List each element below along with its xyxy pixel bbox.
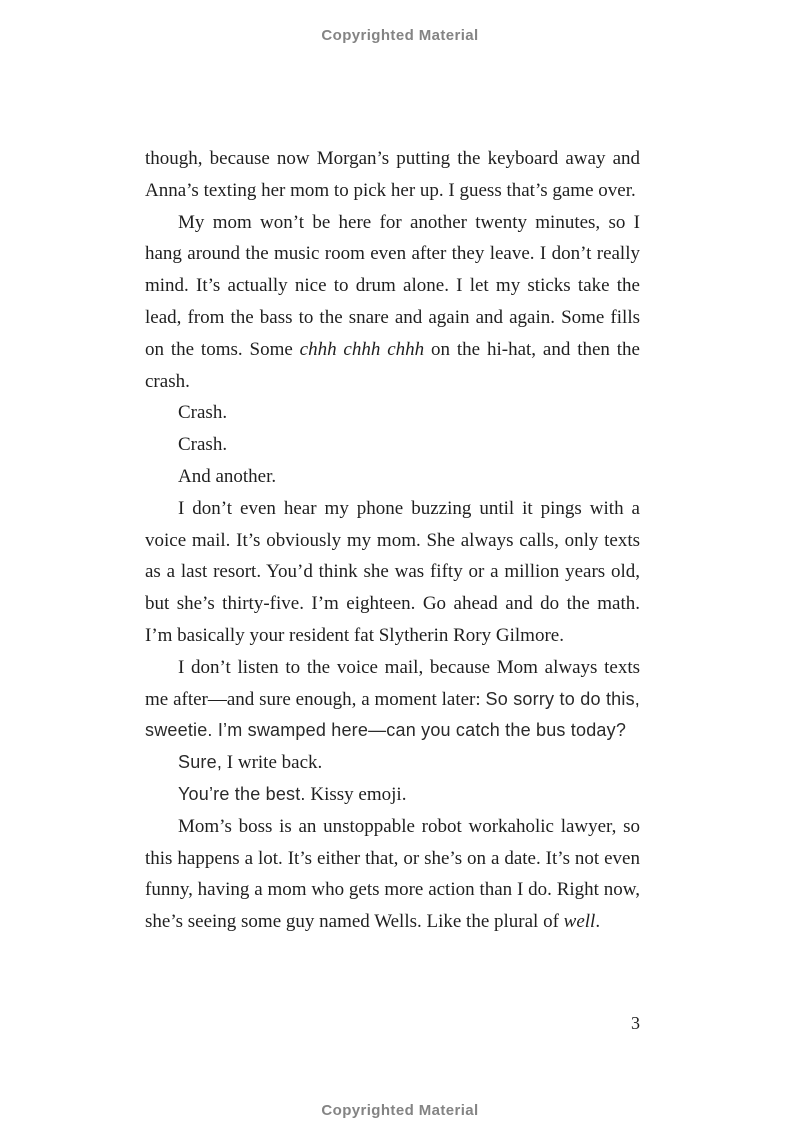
paragraph [145, 429, 640, 461]
body-text [145, 143, 640, 938]
text-segment-serif: on the hi-hat, and then the crash. [145, 338, 640, 392]
page-number: 3 [631, 1013, 640, 1033]
text-segment-serif-italic: well [563, 911, 596, 933]
paragraph [145, 747, 640, 779]
text-segment-serif: Kissy emoji. [305, 783, 407, 805]
text-segment-sans: Sure, [178, 752, 223, 773]
text-segment-serif: Crash. [178, 402, 228, 424]
paragraph [145, 493, 640, 652]
text-segment-sans: So sorry to do this, sweetie. I’m swamped here—can you catch the bus today? [145, 688, 640, 741]
paragraph [145, 143, 640, 207]
text-segment-serif-italic: chhh chhh chhh [299, 338, 425, 360]
text-segment-serif: . [595, 911, 601, 933]
copyright-header: Copyrighted Material [321, 27, 479, 44]
text-segment-serif: Mom’s boss is an unstoppable robot workaholic lawyer, so this happens a lot. It’s either that, or she’s on a date. It’s not even funny, having a mom who gets more action than I do. Right now, she’s seeing some guy named Wells. Like the plural of [145, 815, 640, 933]
text-segment-serif: And another. [178, 465, 277, 487]
text-segment-serif: I write back. [222, 752, 323, 774]
text-segment-serif: I don’t even hear my phone buzzing until it pings with a voice mail. It’s obviously my mom. She always calls, only texts as a last resort. You’d think she was fifty or a million years old, but she’s thirty-five. I’m eighteen. Go ahead and do the math. I’m basically your resident fat Slytherin Rory Gilmore. [145, 497, 640, 646]
text-segment-serif: though, because now Morgan’s putting the keyboard away and Anna’s texting her mom to pick her up. I guess that’s game over. [145, 148, 640, 201]
paragraph [145, 397, 640, 429]
text-segment-serif: My mom won’t be here for another twenty minutes, so I hang around the music room even after they leave. I don’t really mind. It’s actually nice to drum alone. I let my sticks take the lead, from the bass to the snare and again and again. Some fills on the toms. Some [145, 211, 640, 360]
text-segment-sans: You’re the best. [178, 783, 306, 804]
paragraph [145, 207, 640, 398]
paragraph [145, 779, 640, 811]
copyright-footer: Copyrighted Material [321, 1102, 479, 1119]
text-segment-serif: I don’t listen to the voice mail, because Mom always texts me after—and sure enough, a moment later: [145, 656, 640, 710]
text-segment-serif: Crash. [178, 434, 228, 456]
paragraph [145, 652, 640, 747]
paragraph [145, 811, 640, 938]
paragraph [145, 461, 640, 493]
